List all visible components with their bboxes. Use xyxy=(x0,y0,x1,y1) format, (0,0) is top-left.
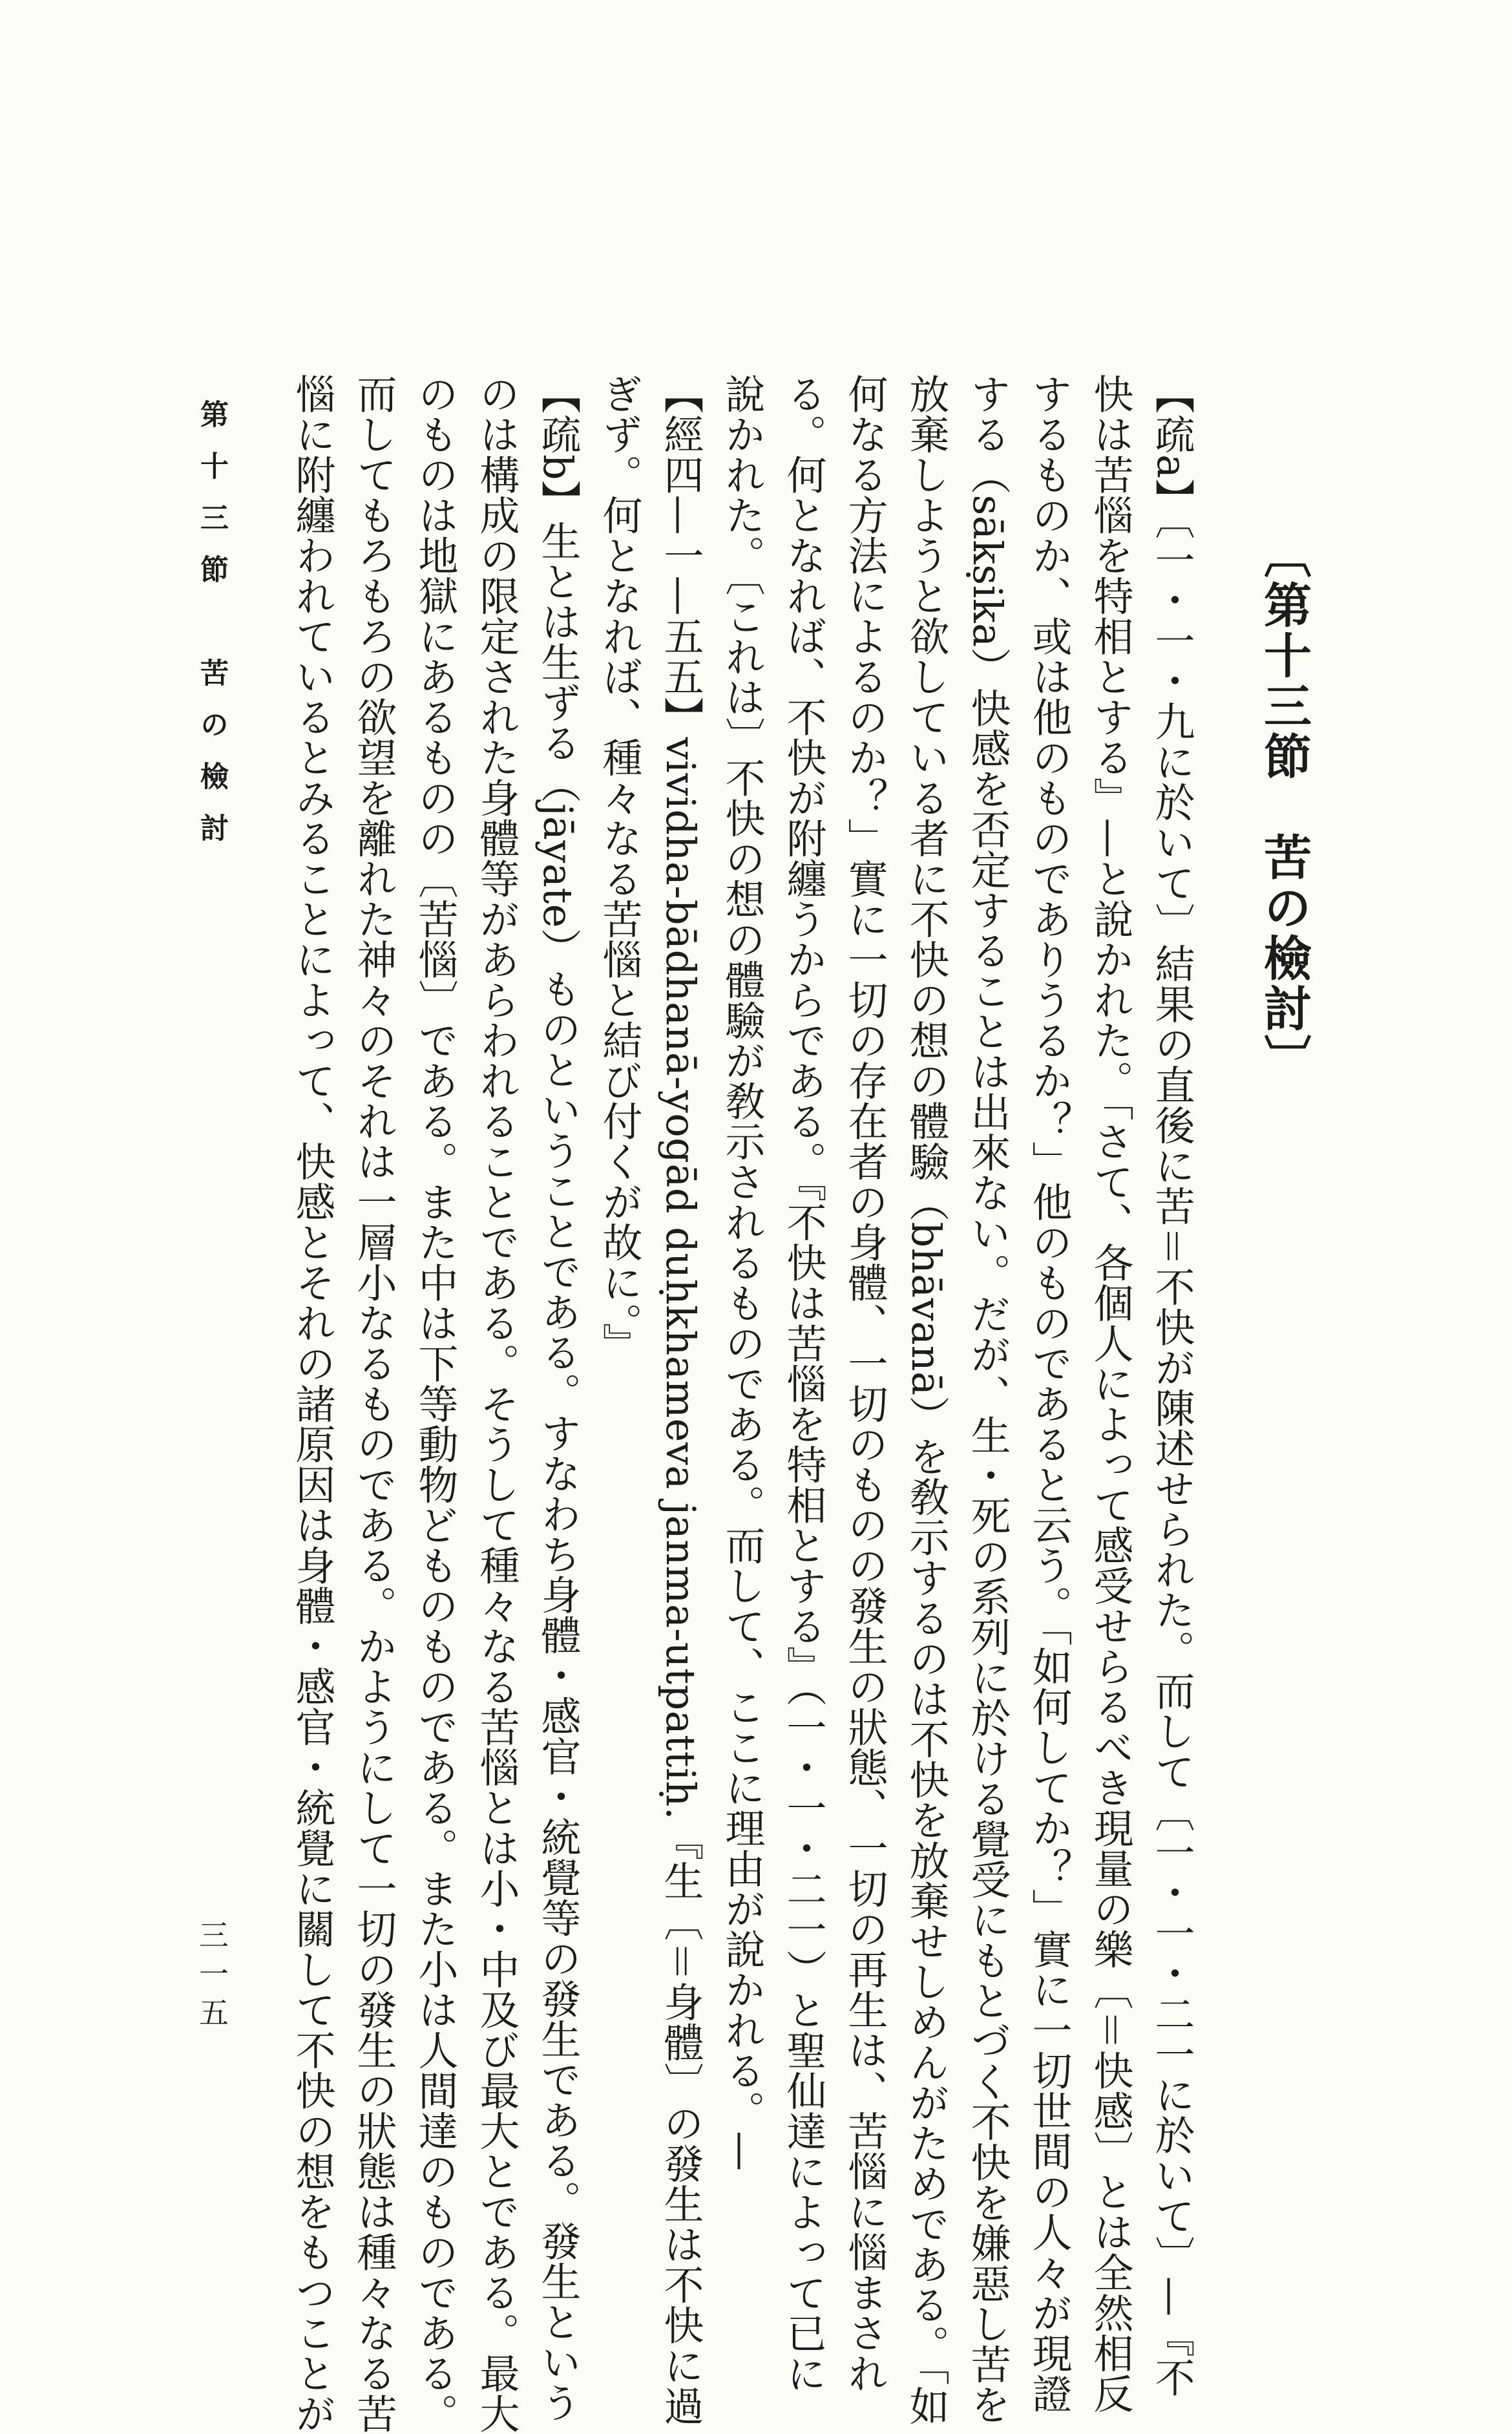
body-line: 放棄しようと欲している者に不快の想の體驗（bhāvanā）を敎示するのは不快を放棄せしめんがためである。「如 xyxy=(903,374,950,2426)
section-heading: 〔第十三節 苦の檢討〕 xyxy=(1256,530,1312,1085)
body-line: ぎず。何となれば、種々なる苦惱と結び付くが故に。』 xyxy=(596,374,643,1364)
body-line: するものか、或は他のものでありうるか？」他のものであると云う。「如何してか？」實に一切世間の人々が現證 xyxy=(1025,374,1073,2414)
body-line: のは構成の限定された身體等があらわれることである。そうして種々なる苦惱とは小・中及び最大とである。最大 xyxy=(473,374,520,2434)
page-number: 三一五 xyxy=(194,1920,229,2036)
body-line: 而してもろもろの欲望を離れた神々のそれは一層小なるものである。かようにして一切の發生の狀態は種々なる苦 xyxy=(350,374,397,2434)
body-line: 何なる方法によるのか？」實に一切の存在者の身體、一切のものの發生の狀態、一切の再生は、苦惱に惱まされ xyxy=(841,374,888,2393)
body-line: 【經四—一—五五】vividha-bādhanā-yogād duḥkhameva janma-utpattiḥ.『生〔＝身體〕の發生は不快に過 xyxy=(657,374,704,2426)
body-line: 【疏b】生とは生ずる（jāyate）ものということである。すなわち身體・感官・統覺等の發生である。發生という xyxy=(534,374,582,2423)
body-line: する（sākṣika）快感を否定することは出來ない。だが、生・死の系列に於ける覺受にもとづく不快を嫌惡し苦を xyxy=(964,374,1011,2425)
body-line: のものは地獄にあるものの〔苦惱〕である。また中は下等動物どものものである。また小は人間達のものである。 xyxy=(412,374,459,2434)
body-line: 惱に附纏われているとみることによって、快感とそれの諸原因は身體・感官・統覺に關して不快の想をもつことが xyxy=(289,374,336,2434)
body-line: る。何となれば、不快が附纏うからである。『不快は苦惱を特相とする』（一・一・二一）と聖仙達によって已に xyxy=(780,374,827,2394)
running-header: 第十三節 苦の檢討 xyxy=(195,399,228,865)
body-line: 【疏a】〔一・一・九に於いて〕結果の直後に苦＝不快が陳述せられた。而して〔一・一・二一に於いて〕—『不 xyxy=(1148,374,1195,2398)
body-line: 快は苦惱を特相とする』—と說かれた。「さて、各個人によって感受せらるべき現量の樂〔＝快感〕とは全然相反 xyxy=(1087,374,1134,2414)
body-line: 說かれた。〔これは〕不快の想の體驗が敎示されるものである。而して、ここに理由が說かれる。— xyxy=(719,374,766,2172)
